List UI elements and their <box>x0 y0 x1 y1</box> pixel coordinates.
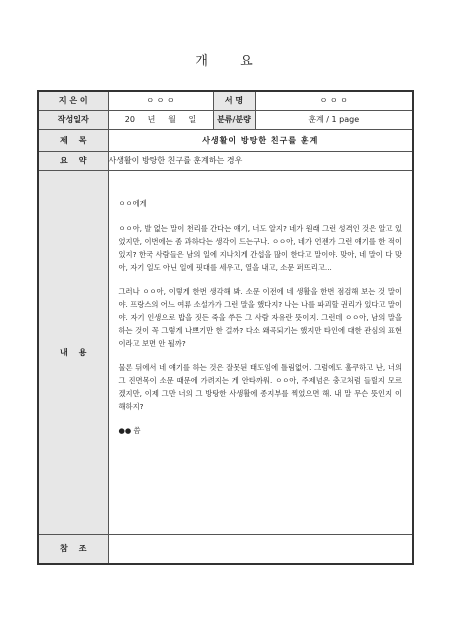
category-label: 분류/분량 <box>213 110 255 129</box>
page-title-char-2: 요 <box>240 54 255 69</box>
summary-row <box>38 151 413 170</box>
page-title-char-1: 개 <box>195 54 210 69</box>
content-label: 내 용 <box>38 170 108 534</box>
letter-greeting: ㅇㅇ에게 <box>118 198 147 208</box>
summary-value: 사생활이 방탕한 친구를 훈계하는 경우 <box>108 151 413 170</box>
content-row <box>38 170 413 534</box>
name-label: 서 명 <box>213 91 255 110</box>
author-row <box>38 91 413 110</box>
subject-row <box>38 129 413 151</box>
subject-value: 사생활이 방탕한 친구를 훈계 <box>108 129 413 151</box>
author-label: 지 은 이 <box>38 91 108 110</box>
category-value: 훈계 / 1 page <box>255 110 413 129</box>
author-value: ㅇ ㅇ ㅇ <box>108 91 213 110</box>
date-value: 20 년 월 일 <box>108 110 213 129</box>
summary-form-table <box>37 90 414 565</box>
letter-paragraph-1: ㅇㅇ아, 발 없는 말이 천리를 간다는 얘기, 너도 알지? 네가 원래 그런 성격인 것은 알고 있었지만, 이번에는 좀 과하다는 생각이 드는구나. ㅇㅇ아, 네가 언젠가 그런 얘기를 한 적이 있지? 한국 사람들은 남의 일에 지나치게 간섭을 많이 한다고 말이야. 맞아, 네 말이 다 맞아, 자기 일도 아닌 일에 핏대를 세우고, 열을 내고, 소문 퍼뜨리고... <box>118 223 402 272</box>
letter-paragraph-2: 그러나 ㅇㅇ아, 이렇게 한번 생각해 봐. 소문 이전에 네 생활을 한번 점검해 보는 것 말이야. 프랑스의 어느 여류 소설가가 그런 말을 했다지? 나는 나를 파괴할 권리가 있다고 말이야. 자기 인생으로 밥을 짓든 죽을 쑤든 그 사람 자유란 뜻이지. 그런데 ㅇㅇ아, 남의 말을 하는 것이 꼭 그렇게 나쁘기만 한 걸까? 다소 왜곡되기는 했지만 타인에 대한 관심의 표현이라고 보면 안 될까? <box>118 286 402 348</box>
date-row <box>38 110 413 129</box>
page-title <box>0 50 450 69</box>
reference-value <box>108 534 413 564</box>
name-value: ㅇ ㅇ ㅇ <box>255 91 413 110</box>
summary-label: 요 약 <box>38 151 108 170</box>
reference-row <box>38 534 413 564</box>
content-body <box>108 170 413 534</box>
subject-label: 제 목 <box>38 129 108 151</box>
letter-paragraph-3: 물론 뒤에서 네 얘기를 하는 것은 잘못된 태도임에 틀림없어. 그럼에도 훌쿠하고 난, 너의 그 진면목이 소문 때문에 가려지는 게 안타까워. ㅇㅇ아, 주제넘은 충고처럼 들릴지 모르겠지만, 이제 그만 너의 그 방탕한 사생활에 종지부를 찍었으면 해. 내 말 무슨 뜻인지 이해하지? <box>118 362 402 411</box>
reference-label: 참 조 <box>38 534 108 564</box>
date-label: 작성일자 <box>38 110 108 129</box>
letter-sign: ●● 씀 <box>118 425 141 435</box>
